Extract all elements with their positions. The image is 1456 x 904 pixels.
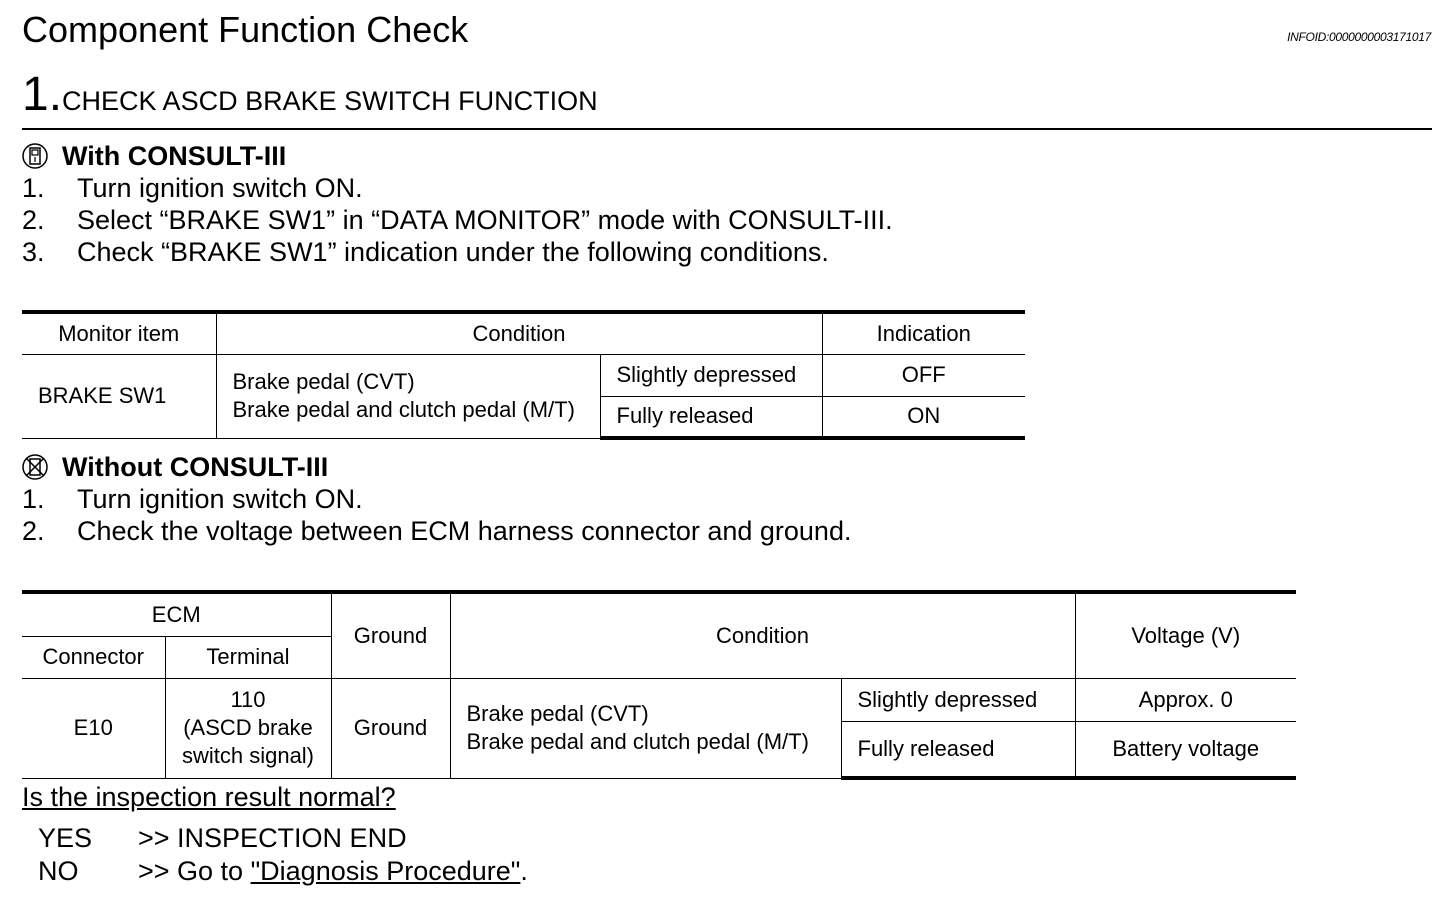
header-ecm: ECM [22,592,331,636]
list-item [22,515,851,547]
terminal-line: 110 [230,687,266,712]
step-num: 2. [22,516,45,546]
step-text: Check “BRAKE SW1” indication under the following conditions. [77,237,829,267]
terminal-line: (ASCD brake [183,715,313,740]
table-row [22,354,1025,396]
no-consult-icon [22,454,48,480]
no-key: NO [38,856,79,886]
voltage-cell: Battery voltage [1075,721,1296,778]
condition-cell [450,678,841,778]
header-ground: Ground [331,592,450,678]
step-text: Check the voltage between ECM harness connector and ground. [77,516,852,546]
yes-key: YES [38,823,93,853]
indication-cell: OFF [822,354,1025,396]
terminal-cell [165,678,331,778]
condition-line: Brake pedal (CVT) [466,701,649,726]
header-voltage: Voltage (V) [1075,592,1296,678]
without-consult-heading [22,451,328,483]
voltage-cell: Approx. 0 [1075,678,1296,721]
list-item [22,483,851,515]
without-consult-label: Without CONSULT-III [62,452,329,482]
step-text: Turn ignition switch ON. [77,173,363,203]
ground-cell: Ground [331,678,450,778]
step-num: 3. [22,237,45,267]
connector-cell: E10 [22,678,165,778]
monitor-item: BRAKE SW1 [22,354,216,438]
step-num: 2. [22,205,45,235]
condition-line: Brake pedal (CVT) [232,369,415,394]
condition-line: Brake pedal and clutch pedal (M/T) [232,397,575,422]
list-item [22,172,893,204]
step-num: 1. [22,173,45,203]
result-answers [38,822,528,888]
voltage-table [22,590,1296,780]
condition-line: Brake pedal and clutch pedal (M/T) [466,729,809,754]
answer-no [38,855,528,888]
step-heading [22,68,598,128]
consult-table [22,310,1025,440]
step-num: 1. [22,484,45,514]
consult-icon [22,143,48,169]
divider [22,128,1432,130]
answer-yes [38,822,528,855]
header-indication: Indication [822,312,1025,354]
state-cell: Fully released [600,396,822,438]
header-connector: Connector [22,636,165,678]
table-row [22,678,1296,721]
indication-cell: ON [822,396,1025,438]
no-suffix: . [520,856,528,886]
without-consult-steps [22,483,851,547]
terminal-line: switch signal) [181,743,315,768]
state-cell: Slightly depressed [841,678,1075,721]
step-text: Turn ignition switch ON. [77,484,363,514]
with-consult-steps [22,172,893,268]
list-item [22,236,893,268]
header-terminal: Terminal [165,636,331,678]
step-number: 1. [22,68,63,121]
list-item [22,204,893,236]
info-id: INFOID:0000000003171017 [1287,30,1431,44]
state-cell: Fully released [841,721,1075,778]
state-cell: Slightly depressed [600,354,822,396]
result-question: Is the inspection result normal? [22,782,396,812]
step-text: Select “BRAKE SW1” in “DATA MONITOR” mode with CONSULT-III. [77,205,893,235]
page-title: Component Function Check [22,9,469,50]
condition-cell [216,354,600,438]
no-prefix: >> Go to [138,856,251,886]
with-consult-heading [22,140,286,172]
diagnosis-procedure-link[interactable]: "Diagnosis Procedure" [250,856,521,886]
header-monitor-item: Monitor item [22,312,216,354]
header-condition: Condition [216,312,822,354]
table-header-row [22,592,1296,636]
with-consult-label: With CONSULT-III [62,141,287,171]
table-header-row [22,312,1025,354]
header-condition: Condition [450,592,1075,678]
yes-text: >> INSPECTION END [138,823,407,853]
step-title: CHECK ASCD BRAKE SWITCH FUNCTION [62,86,598,116]
